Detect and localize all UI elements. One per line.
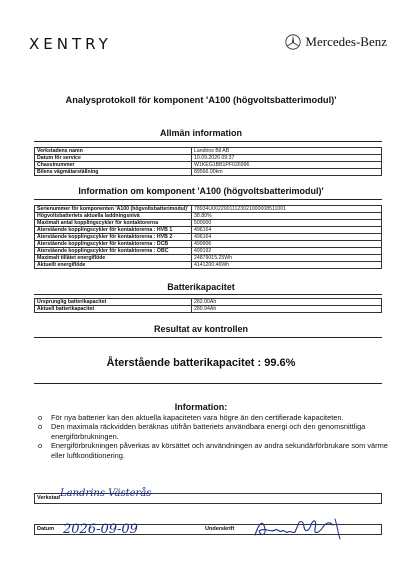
table-row bbox=[35, 162, 382, 169]
list-item bbox=[38, 422, 388, 441]
table-row bbox=[35, 220, 382, 227]
row-label: Återstående kopplingscykler för kontaktorerna : HVB 2 bbox=[35, 234, 192, 241]
row-value: 496164 bbox=[192, 227, 382, 234]
table-row bbox=[35, 306, 382, 313]
row-value: 78934U00220011123021000008511001 bbox=[192, 206, 382, 213]
workshop-handwriting: Landrins Västerås bbox=[60, 488, 152, 499]
table-row bbox=[35, 227, 382, 234]
bullet-marker: o bbox=[38, 441, 43, 451]
row-label: Serienummer för komponenten 'A100 (högvoltsbatterimodul)' bbox=[35, 206, 192, 213]
row-value: 496164 bbox=[192, 234, 382, 241]
bullet-marker: o bbox=[38, 422, 43, 432]
row-value: 10.09.2026 09:37 bbox=[192, 155, 382, 162]
table-row bbox=[35, 234, 382, 241]
row-value: 280.94Ah bbox=[192, 306, 382, 313]
row-label: Bilens vägmätarställning bbox=[35, 169, 192, 176]
list-item bbox=[38, 441, 388, 460]
table-row bbox=[35, 213, 382, 220]
row-label: Högvoltsbatteriets aktuella laddningsnivå bbox=[35, 213, 192, 220]
handwritten-signature-icon bbox=[251, 513, 347, 543]
date-label: Datum bbox=[37, 526, 55, 532]
xentry-logo: XENTRY bbox=[29, 35, 112, 53]
row-label: Återstående kopplingscykler för kontaktorerna : DCB bbox=[35, 241, 192, 248]
component-info-title: Information om komponent 'A100 (högvoltsbatterimodul)' bbox=[78, 186, 324, 196]
section-divider bbox=[34, 383, 382, 384]
row-value: 499192 bbox=[192, 248, 382, 255]
row-label: Återstående kopplingscykler för kontaktorerna : OBC bbox=[35, 248, 192, 255]
general-info-table bbox=[34, 147, 382, 176]
table-row bbox=[35, 255, 382, 262]
general-info-title: Allmän information bbox=[159, 128, 242, 138]
row-value: 89566.00km bbox=[192, 169, 382, 176]
table-row bbox=[35, 206, 382, 213]
table-row bbox=[35, 248, 382, 255]
bullet-marker: o bbox=[38, 413, 43, 422]
remaining-capacity-result: Återstående batterikapacitet : 99.6% bbox=[106, 357, 296, 369]
row-label: Maximalt tillåtet energiflöde bbox=[35, 255, 192, 262]
capacity-title: Batterikapacitet bbox=[167, 282, 235, 292]
row-value: 500000 bbox=[192, 220, 382, 227]
list-item-text: Energiförbrukningen påverkas av körsättet och användningen av andra sekundärförbrukare som värme eller luftkonditionering. bbox=[51, 441, 388, 460]
mercedes-star-icon bbox=[285, 34, 301, 50]
row-label: Ursprunglig batterikapacitet bbox=[35, 299, 192, 306]
row-label: Aktuell batterikapacitet bbox=[35, 306, 192, 313]
table-row bbox=[35, 169, 382, 176]
table-row bbox=[35, 299, 382, 306]
section-divider bbox=[34, 199, 382, 200]
section-divider bbox=[34, 141, 382, 142]
row-value: 38.80% bbox=[192, 213, 382, 220]
row-value: 24879015.25Wh bbox=[192, 255, 382, 262]
date-handwriting: 2026-09-09 bbox=[63, 522, 138, 537]
section-divider bbox=[34, 337, 382, 338]
row-value: 4141200.46Wh bbox=[192, 262, 382, 269]
section-divider bbox=[34, 294, 382, 295]
signature-label: Underskrift bbox=[205, 526, 235, 532]
information-list bbox=[38, 413, 388, 460]
workshop-field[interactable] bbox=[34, 488, 382, 504]
row-value: 499906 bbox=[192, 241, 382, 248]
list-item bbox=[38, 413, 388, 422]
row-label: Chassinummer bbox=[35, 162, 192, 169]
row-label: Datum för service bbox=[35, 155, 192, 162]
workshop-label: Verkstad bbox=[37, 495, 60, 501]
row-label: Verkstadens namn bbox=[35, 148, 192, 155]
list-item-text: Den maximala räckvidden beräknas utifrån batteriets användbara energi och den genomsnittliga energiförbrukningen. bbox=[51, 422, 366, 441]
mercedes-brand bbox=[285, 34, 387, 50]
table-row bbox=[35, 155, 382, 162]
row-value: 282.00Ah bbox=[192, 299, 382, 306]
row-label: Aktuellt energiflöde bbox=[35, 262, 192, 269]
brand-name: Mercedes-Benz bbox=[305, 34, 387, 49]
table-row bbox=[35, 241, 382, 248]
capacity-table bbox=[34, 298, 382, 313]
list-item-text: För nya batterier kan den aktuella kapaciteten vara högre än den certifierade kapaciteten. bbox=[51, 413, 344, 422]
date-signature-field[interactable] bbox=[34, 524, 382, 535]
information-title: Information: bbox=[174, 402, 228, 412]
row-value: W1KEG1BB1PF026996 bbox=[192, 162, 382, 169]
table-row bbox=[35, 262, 382, 269]
document-title: Analysprotokoll för komponent 'A100 (högvoltsbatterimodul)' bbox=[65, 95, 337, 105]
table-row bbox=[35, 148, 382, 155]
result-title: Resultat av kontrollen bbox=[153, 324, 249, 334]
component-info-table bbox=[34, 205, 382, 269]
row-label: Maximalt antal kopplingscykler för kontaktorerna bbox=[35, 220, 192, 227]
row-value: Landrins Bil AB bbox=[192, 148, 382, 155]
row-label: Återstående kopplingscykler för kontaktorerna : HVB 1 bbox=[35, 227, 192, 234]
